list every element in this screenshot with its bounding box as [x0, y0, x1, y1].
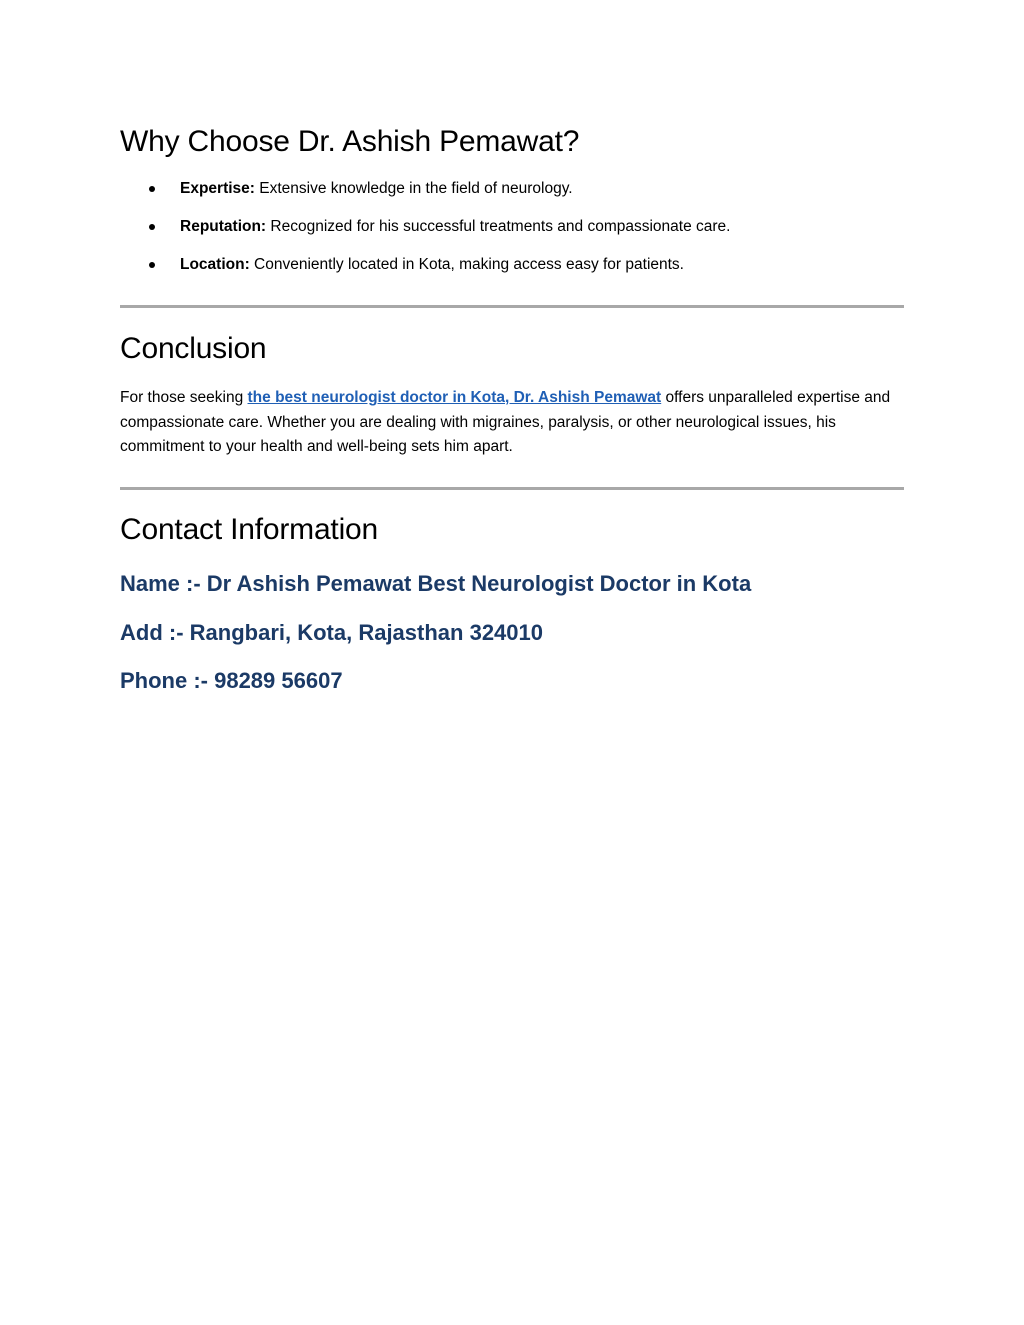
list-item-location	[120, 254, 904, 275]
contact-phone: Phone :- 98289 56607	[120, 668, 343, 693]
why-choose-heading: Why Choose Dr. Ashish Pemawat?	[120, 125, 580, 158]
section-divider	[120, 487, 904, 490]
list-item-text: Conveniently located in Kota, making access easy for patients.	[249, 256, 684, 273]
list-item-expertise	[120, 178, 904, 199]
bullet-icon	[149, 262, 155, 268]
features-list	[120, 178, 904, 292]
bullet-icon	[149, 224, 155, 230]
list-item-label: Location:	[180, 256, 250, 273]
list-item-text: Recognized for his successful treatments and compassionate care.	[266, 218, 731, 235]
contact-name: Name :- Dr Ashish Pemawat Best Neurologist Doctor in Kota	[120, 571, 752, 596]
conclusion-paragraph	[120, 386, 904, 460]
contact-heading: Contact Information	[120, 513, 378, 546]
section-divider	[120, 305, 904, 308]
contact-address: Add :- Rangbari, Kota, Rajasthan 324010	[120, 620, 543, 645]
list-item-text: Extensive knowledge in the field of neurology.	[254, 180, 573, 197]
neurologist-link[interactable]: the best neurologist doctor in Kota, Dr. Ashish Pemawat	[247, 389, 662, 406]
conclusion-text-end: offers unparalleled expertise and compassionate care. Whether you are dealing with migraines, paralysis, or other neurological issues, his commitment to your health and well-being sets him apart.	[120, 389, 891, 455]
conclusion-text-start: For those seeking	[120, 389, 248, 406]
list-item-label: Reputation:	[180, 218, 267, 235]
conclusion-heading: Conclusion	[120, 332, 267, 365]
bullet-icon	[149, 186, 155, 192]
list-item-reputation	[120, 216, 904, 237]
list-item-label: Expertise:	[180, 180, 255, 197]
